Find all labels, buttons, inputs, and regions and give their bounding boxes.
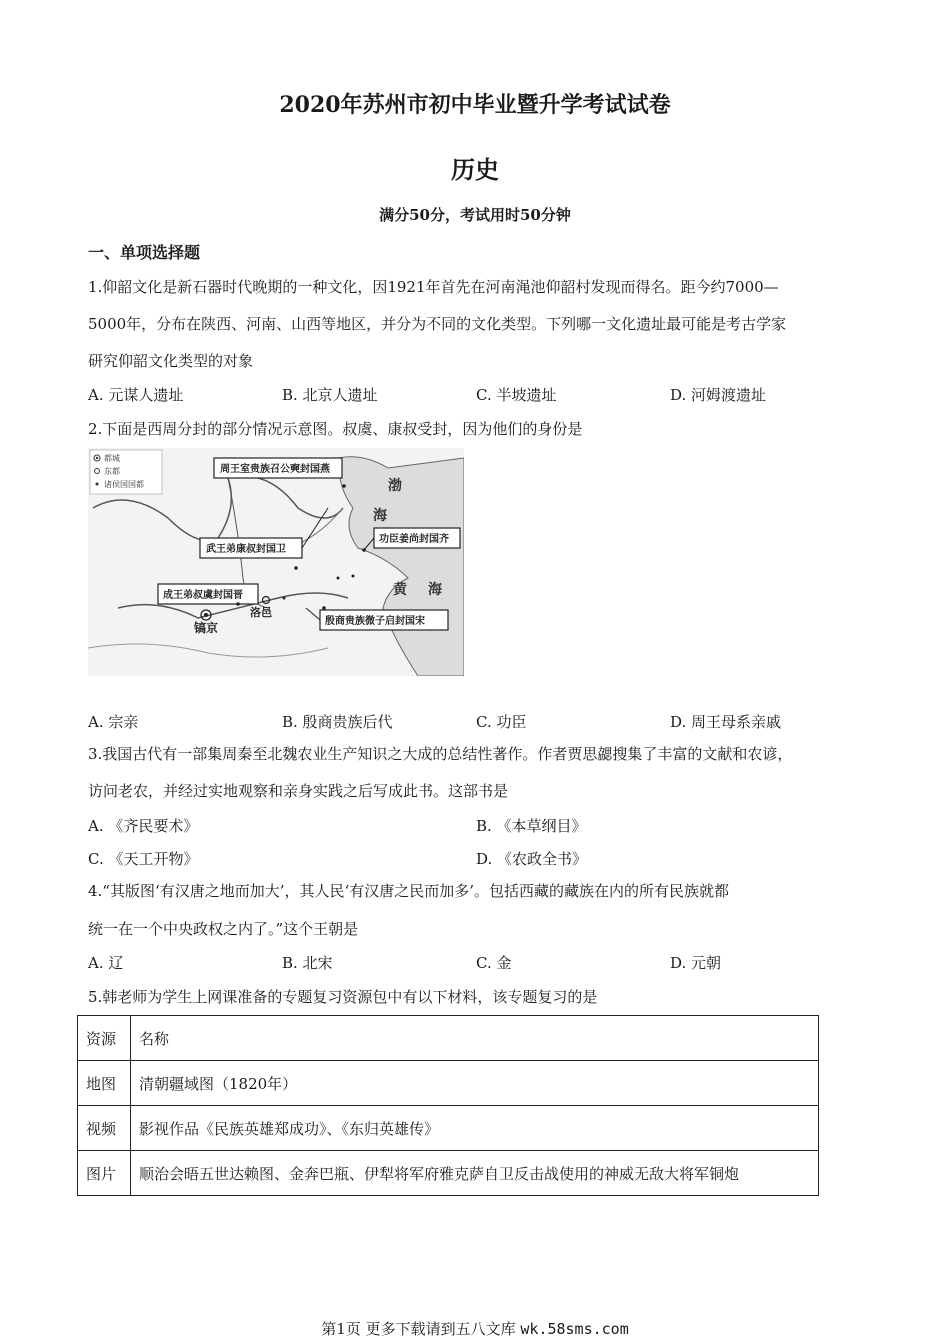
table-cell: 视频 [78, 1106, 131, 1151]
q2-option-b: B. 殷商贵族后代 [282, 713, 393, 731]
q1-line-3: 研究仰韶文化类型的对象 [88, 352, 254, 370]
label-yan: 周王室贵族召公奭封国燕 [220, 464, 330, 475]
q1-option-a: A. 元谋人遗址 [88, 386, 184, 404]
label-song: 殷商贵族微子启封国宋 [325, 616, 425, 627]
page-footer [0, 1318, 950, 1339]
q4-option-d: D. 元朝 [670, 954, 722, 972]
q3-line-2: 访问老农，并经过实地观察和亲身实践之后写成此书。这部书是 [88, 782, 509, 800]
footer-text: 页 更多下载请到五八文库 [345, 1320, 516, 1338]
label-qi: 功臣姜尚封国齐 [379, 534, 449, 545]
q1-line-2: 5000年，分布在陕西、河南、山西等地区，并分为不同的文化类型。下列哪一文化遗址最可能是考古学家 [88, 315, 787, 333]
legend-capital: 都城 [104, 454, 120, 463]
exam-title: 2020年苏州市初中毕业暨升学考试试卷 [279, 92, 671, 118]
q1-option-b: B. 北京人遗址 [282, 386, 378, 404]
label-huang: 黄 [393, 582, 407, 598]
label-luoyi: 洛邑 [250, 606, 272, 619]
subject-title: 历史 [451, 155, 499, 184]
label-bohai-1: 渤 [388, 478, 402, 494]
q2-option-d: D. 周王母系亲戚 [670, 713, 782, 731]
label-hai: 海 [428, 582, 442, 598]
legend-east-capital: 东都 [104, 467, 120, 476]
label-haojing: 镐京 [194, 621, 219, 635]
q4-line-1: 4.“其版图‘有汉唐之地而加大’，其人民‘有汉唐之民而加多’。包括西藏的藏族在内的所有民族就都 [88, 882, 730, 900]
q3-option-d: D. 《农政全书》 [476, 850, 588, 868]
q2-option-c: C. 功臣 [476, 713, 527, 731]
label-jin: 成王弟叔虞封国晋 [163, 590, 243, 601]
q4-option-c: C. 金 [476, 954, 512, 972]
exam-meta: 满分50分，考试用时50分钟 [379, 206, 571, 224]
q1-option-c: C. 半坡遗址 [476, 386, 557, 404]
table-cell: 图片 [78, 1151, 131, 1196]
q2-stem: 2.下面是西周分封的部分情况示意图。叔虞、康叔受封，因为他们的身份是 [88, 420, 583, 438]
table-cell: 顺治会晤五世达赖图、金奔巴瓶、伊犁将军府雅克萨自卫反击战使用的神威无敌大将军铜炮 [131, 1151, 819, 1196]
table-row [78, 1151, 819, 1196]
legend-vassal-capital: 诸侯国国都 [104, 480, 144, 489]
table-cell: 资源 [78, 1016, 131, 1061]
q4-option-b: B. 北宋 [282, 954, 333, 972]
page-number: 1 [336, 1320, 346, 1338]
q5-stem: 5.韩老师为学生上网课准备的专题复习资源包中有以下材料，该专题复习的是 [88, 988, 598, 1006]
table-row [78, 1061, 819, 1106]
q3-option-a: A. 《齐民要术》 [88, 817, 199, 835]
table-row [78, 1016, 819, 1061]
table-cell: 影视作品《民族英雄郑成功》、《东归英雄传》 [131, 1106, 819, 1151]
label-wei: 武王弟康叔封国卫 [206, 544, 286, 555]
section-heading: 一、单项选择题 [88, 243, 201, 262]
q4-line-2: 统一在一个中央政权之内了。”这个王朝是 [88, 920, 359, 938]
q3-option-b: B. 《本草纲目》 [476, 817, 587, 835]
footer-site-link[interactable]: wk.58sms.com [520, 1320, 629, 1338]
q3-line-1: 3.我国古代有一部集周秦至北魏农业生产知识之大成的总结性著作。作者贾思勰搜集了丰富的文献和农谚， [88, 745, 793, 763]
resource-table [77, 1015, 819, 1196]
table-cell: 清朝疆域图（1820年） [131, 1061, 819, 1106]
q1-option-d: D. 河姆渡遗址 [670, 386, 767, 404]
table-cell: 地图 [78, 1061, 131, 1106]
q3-option-c: C. 《天工开物》 [88, 850, 199, 868]
label-bohai-2: 海 [373, 508, 387, 524]
footer-prefix: 第 [321, 1320, 337, 1338]
q4-option-a: A. 辽 [88, 954, 124, 972]
q1-line-1: 1.仰韶文化是新石器时代晚期的一种文化，因1921年首先在河南渑池仰韶村发现而得名。距今约7000— [88, 278, 779, 296]
western-zhou-fief-map [88, 448, 464, 676]
q2-option-a: A. 宗亲 [88, 713, 139, 731]
table-cell: 名称 [131, 1016, 819, 1061]
table-row [78, 1106, 819, 1151]
